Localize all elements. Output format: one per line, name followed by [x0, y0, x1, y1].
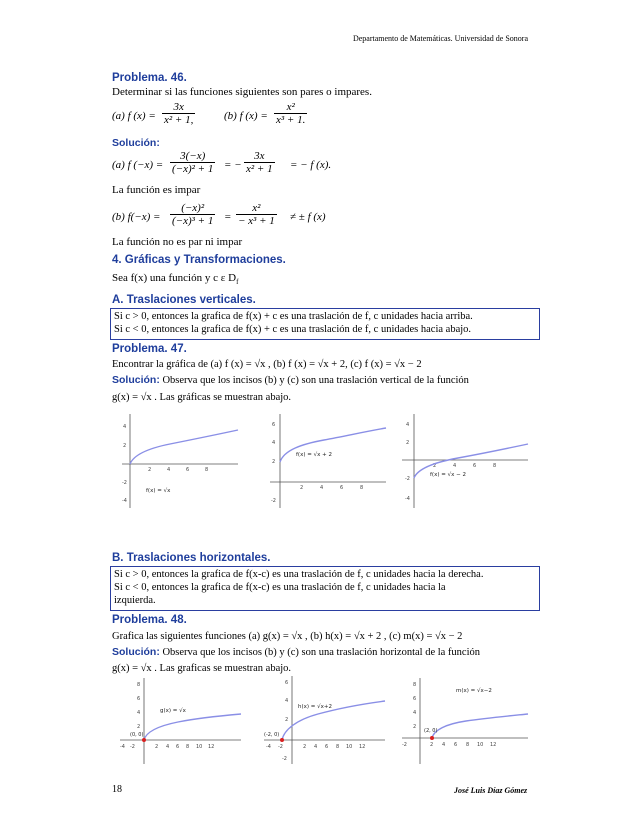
graph-47a-label: f(x) = √x — [146, 488, 171, 494]
tick-labels — [266, 680, 365, 762]
tick-x-4: -4 — [266, 744, 271, 750]
tick-x6: 6 — [473, 463, 477, 469]
p46-sb-mid: = — [224, 211, 232, 223]
tick-y2: 2 — [413, 724, 417, 730]
point-origin — [142, 738, 146, 742]
tick-x-2: -2 — [130, 744, 135, 750]
tick-labels — [405, 422, 496, 502]
tick-x6: 6 — [186, 467, 190, 473]
tick-y2: 2 — [137, 724, 141, 730]
p46-sa-num2: 3x — [244, 150, 275, 163]
p46-b-fraction — [274, 101, 307, 126]
tick-x10: 10 — [196, 744, 203, 750]
p46-result-a: La función es impar — [112, 184, 201, 196]
tick-y6: 6 — [413, 696, 417, 702]
graph-47b — [268, 412, 388, 510]
section-b-line1: Si c > 0, entonces la grafica de f(x-c) es una traslación de f, c unidades hacia la derecha. — [114, 569, 484, 580]
graph-47a — [120, 412, 240, 510]
tick-y-4: -4 — [405, 496, 410, 502]
graph-48c-label: m(x) = √x−2 — [456, 688, 492, 694]
tick-x8: 8 — [186, 744, 190, 750]
point-label-c: (2, 0) — [424, 728, 438, 734]
page-number: 18 — [112, 784, 122, 795]
tick-y-4: -4 — [122, 498, 127, 504]
tick-x2: 2 — [303, 744, 307, 750]
problem-48-solution — [112, 646, 480, 659]
tick-y-2: -2 — [271, 498, 276, 504]
graph-47c — [400, 412, 530, 510]
p46-a-den: x² + 1, — [164, 114, 194, 126]
problem-47-title: Problema. 47. — [112, 343, 187, 355]
point-label-a: (0, 0) — [130, 732, 144, 738]
p46-a-num: 3x — [162, 101, 195, 114]
problem-48-solution-2: g(x) = √x . Las graficas se muestran abajo. — [112, 663, 292, 674]
tick-x-4: -4 — [120, 744, 125, 750]
p46-b-label: (b) f (x) = — [224, 110, 268, 122]
tick-x8: 8 — [466, 742, 470, 748]
tick-x2: 2 — [300, 485, 304, 491]
p46-a-label: (a) f (x) = — [112, 110, 156, 122]
p46-sa-end: = − f (x). — [290, 159, 332, 171]
graph-48b-label: h(x) = √x+2 — [298, 704, 333, 710]
tick-y4: 4 — [137, 710, 141, 716]
p46-sb-label: (b) f(−x) = — [112, 211, 161, 223]
tick-x12: 12 — [359, 744, 366, 750]
p46-sb-den2: − x³ + 1 — [238, 215, 275, 227]
problem-48-statement: Grafica las siguientes funciones (a) g(x) = √x , (b) h(x) = √x + 2 , (c) m(x) = √x − 2 — [112, 631, 463, 642]
p47-solution-text: Observa que los incisos (b) y (c) son una traslación vertical de la función — [159, 375, 469, 386]
problem-46-statement: Determinar si las funciones siguientes son pares o impares. — [112, 86, 372, 98]
page-header: Departamento de Matemáticas. Universidad de Sonora — [352, 34, 528, 43]
graph-48a-label: g(x) = √x — [160, 708, 186, 714]
section-4-intro-text: Sea f(x) una función y c ε D — [112, 272, 237, 284]
p46-solution-label: Solución: — [112, 137, 160, 149]
section-4-intro-sub: f — [236, 278, 239, 287]
section-b-box — [110, 566, 540, 611]
point-minus2 — [280, 738, 284, 742]
tick-x2: 2 — [155, 744, 159, 750]
p46-sb-num2: x² — [236, 202, 277, 215]
tick-x4: 4 — [320, 485, 324, 491]
tick-x8: 8 — [205, 467, 209, 473]
curve-g — [144, 714, 241, 740]
curve-m — [432, 714, 528, 738]
tick-x4: 4 — [442, 742, 446, 748]
tick-x2: 2 — [433, 463, 437, 469]
tick-y6: 6 — [285, 680, 289, 686]
p48-solution-text: Observa que los incisos (b) y (c) son una traslación horizontal de la función — [159, 647, 481, 658]
tick-y-2: -2 — [122, 480, 127, 486]
tick-x8: 8 — [493, 463, 497, 469]
p46-sb-end: ≠ ± f (x) — [290, 211, 326, 223]
problem-47-solution — [112, 374, 469, 387]
tick-x6: 6 — [325, 744, 329, 750]
p46-b-den: x³ + 1. — [276, 114, 306, 126]
problem-47-solution-2: g(x) = √x . Las gráficas se muestran abajo. — [112, 392, 292, 403]
tick-x-2: -2 — [278, 744, 283, 750]
p46-sb-fraction1 — [170, 202, 215, 227]
tick-y4: 4 — [406, 422, 410, 428]
graph-48a — [118, 676, 243, 766]
tick-x6: 6 — [340, 485, 344, 491]
tick-y-2: -2 — [282, 756, 287, 762]
tick-x12: 12 — [490, 742, 497, 748]
p46-sa-num1: 3(−x) — [170, 150, 215, 163]
p46-b-num: x² — [274, 101, 307, 114]
tick-x4: 4 — [166, 744, 170, 750]
problem-46-title: Problema. 46. — [112, 72, 187, 84]
p46-sb-den1: (−x)³ + 1 — [172, 215, 214, 227]
tick-x2: 2 — [148, 467, 152, 473]
tick-y6: 6 — [137, 696, 141, 702]
tick-y2: 2 — [406, 440, 410, 446]
point-plus2 — [430, 736, 434, 740]
tick-x12: 12 — [208, 744, 215, 750]
tick-y6: 6 — [272, 422, 276, 428]
section-b-title: B. Traslaciones horizontales. — [112, 552, 271, 564]
tick-y-2: -2 — [405, 476, 410, 482]
tick-x6: 6 — [176, 744, 180, 750]
tick-x-2: -2 — [402, 742, 407, 748]
graph-48c — [400, 676, 530, 766]
tick-x8: 8 — [360, 485, 364, 491]
section-a-line1: Si c > 0, entonces la grafica de f(x) + c es una traslación de f, c unidades hacia arriba. — [114, 311, 473, 322]
p48-solution-label: Solución: — [112, 646, 160, 658]
p46-sb-fraction2 — [236, 202, 277, 227]
point-label-b: (-2, 0) — [264, 732, 280, 738]
p46-sa-mid: = − — [224, 159, 242, 171]
p46-sa-den1: (−x)² + 1 — [172, 163, 214, 175]
section-a-title: A. Traslaciones verticales. — [112, 294, 256, 306]
tick-y4: 4 — [285, 698, 289, 704]
p46-sb-num1: (−x)² — [170, 202, 215, 215]
p46-sa-fraction2 — [244, 150, 275, 175]
graph-47c-label: f(x) = √x − 2 — [430, 472, 466, 478]
p46-sa-label: (a) f (−x) = — [112, 159, 164, 171]
tick-y8: 8 — [413, 682, 417, 688]
p47-solution-label: Solución: — [112, 374, 160, 386]
graph-47b-label: f(x) = √x + 2 — [296, 452, 332, 458]
tick-x10: 10 — [346, 744, 353, 750]
tick-x4: 4 — [314, 744, 318, 750]
section-4-intro — [112, 272, 238, 289]
curve-sqrt — [130, 430, 238, 464]
tick-y4: 4 — [413, 710, 417, 716]
section-b-line3: izquierda. — [114, 595, 156, 606]
tick-x4: 4 — [453, 463, 457, 469]
tick-x6: 6 — [454, 742, 458, 748]
tick-y4: 4 — [272, 440, 276, 446]
tick-y8: 8 — [137, 682, 141, 688]
tick-y2: 2 — [272, 459, 276, 465]
section-a-box — [110, 308, 540, 340]
p46-result-b: La función no es par ni impar — [112, 236, 243, 248]
p46-sa-den2: x² + 1 — [246, 163, 273, 175]
p46-sa-fraction1 — [170, 150, 215, 175]
section-a-line2: Si c < 0, entonces la grafica de f(x) + c es una traslación de f, c unidades hacia abajo. — [114, 324, 472, 335]
tick-x8: 8 — [336, 744, 340, 750]
tick-y2: 2 — [123, 443, 127, 449]
tick-y2: 2 — [285, 717, 289, 723]
tick-x2: 2 — [430, 742, 434, 748]
p46-a-fraction — [162, 101, 195, 126]
tick-x10: 10 — [477, 742, 484, 748]
section-4-title: 4. Gráficas y Transformaciones. — [112, 254, 286, 266]
problem-47-statement: Encontrar la gráfica de (a) f (x) = √x , (b) f (x) = √x + 2, (c) f (x) = √x − 2 — [112, 359, 422, 370]
tick-labels — [271, 422, 363, 504]
tick-x4: 4 — [167, 467, 171, 473]
section-b-line2: Si c < 0, entonces la grafica de f(x-c) es una traslación de f, c unidades hacia la — [114, 582, 446, 593]
graph-48b — [262, 674, 387, 766]
footer-author: José Luis Díaz Gómez — [454, 786, 528, 795]
tick-y4: 4 — [123, 424, 127, 430]
problem-48-title: Problema. 48. — [112, 614, 187, 626]
